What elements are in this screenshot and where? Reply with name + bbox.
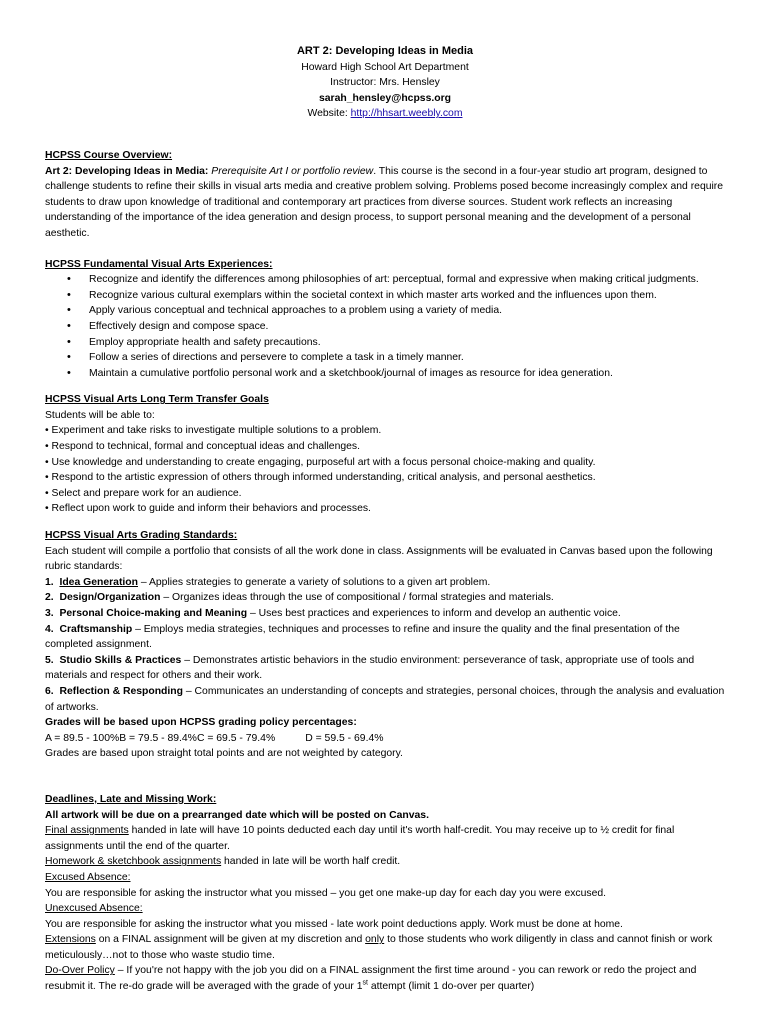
experiences-heading: HCPSS Fundamental Visual Arts Experiences: bbox=[45, 258, 273, 270]
grade-scale bbox=[45, 731, 725, 747]
goals-intro: Students will be able to: bbox=[45, 409, 155, 421]
rubric-number: 2. bbox=[45, 592, 54, 604]
redo-sup: st bbox=[362, 979, 368, 987]
list-item: • Follow a series of directions and persevere to complete a task in a timely manner. bbox=[67, 350, 725, 366]
rubric-item bbox=[45, 590, 725, 606]
rubric-term: Personal Choice-making and Meaning bbox=[59, 608, 248, 619]
grade-b: B = 79.5 - 89.4% bbox=[119, 732, 197, 744]
homework-policy bbox=[45, 854, 725, 870]
redo-text-2: attempt (limit 1 do-over per quarter) bbox=[367, 981, 535, 993]
extensions-only: only bbox=[365, 934, 385, 946]
header-block bbox=[45, 44, 725, 122]
website-line bbox=[45, 106, 725, 122]
instructor-name: Instructor: Mrs. Hensley bbox=[330, 77, 440, 89]
overview-text bbox=[45, 164, 725, 242]
goals-heading: HCPSS Visual Arts Long Term Transfer Goals bbox=[45, 394, 269, 406]
rubric-term: Design/Organization bbox=[59, 592, 161, 604]
instructor-email: sarah_hensley@hcpss.org bbox=[319, 92, 451, 104]
list-item: • Apply various conceptual and technical approaches to a problem using a variety of media. bbox=[67, 303, 725, 319]
extensions-label: Extensions bbox=[45, 934, 96, 946]
final-label: Final assignments bbox=[45, 825, 129, 837]
rubric-text: – Demonstrates artistic behaviors in the studio environment: perseverance of task, appropriate use of tools and materials and respect for others and their work. bbox=[45, 654, 695, 682]
goal-item: • Select and prepare work for an audience. bbox=[45, 487, 242, 499]
unexcused-text: You are responsible for asking the instructor what you missed - late work point deductions apply. Work must be done at home. bbox=[45, 918, 623, 930]
rubric-text: – Communicates an understanding of concepts and strategies, personal choices, through the analysis and evaluation of artworks. bbox=[45, 685, 725, 713]
website-label: Website: bbox=[307, 108, 351, 120]
overview-body: . This course is the second in a four-year studio art program, designed to challenge students to refine their skills in visual arts media and creative problem solving. Problems posed become increasingly complex and require students to draw upon knowledge of traditional and contemporary art practices from diverse sources. Student work reflects an increasing understanding of the importance of the idea generation and design process, to support personal meaning and the development of a personal aesthetic. bbox=[45, 165, 724, 239]
list-item: • Effectively design and compose space. bbox=[67, 319, 725, 335]
rubric-text: – Employs media strategies, techniques and processes to refine and insure the quality and the final presentation of the completed assignment. bbox=[45, 623, 680, 651]
rubric-item bbox=[45, 684, 725, 715]
rubric-item bbox=[45, 575, 725, 591]
rubric-term: Studio Skills & Practices bbox=[59, 654, 182, 666]
redo-label: Do-Over Policy bbox=[45, 965, 115, 977]
rubric-term: Reflection & Responding bbox=[59, 685, 183, 697]
goal-item: • Respond to the artistic expression of others through informed understanding, critical analysis, and personal aesthetics. bbox=[45, 472, 596, 484]
rubric-number: 4. bbox=[45, 623, 54, 635]
overview-course-name: Art 2: Developing Ideas in Media: bbox=[45, 165, 209, 177]
rubric-term: Idea Generation bbox=[59, 576, 138, 588]
homework-text: handed in late will be worth half credit. bbox=[221, 856, 401, 868]
grade-c: C = 69.5 - 79.4% bbox=[196, 732, 276, 744]
extensions-policy bbox=[45, 932, 725, 963]
rubric-item bbox=[45, 653, 725, 684]
rubric-number: 3. bbox=[45, 608, 54, 619]
rubric-item bbox=[45, 622, 725, 653]
redo-text: – If you're not happy with the job you did on a FINAL assignment the first time around - you can rework or redo the project and resubmit it. The re-do grade will be averaged with the grade of your 1 bbox=[45, 965, 697, 993]
rubric-text: – Uses best practices and experiences to inform and develop an authentic voice. bbox=[247, 608, 621, 619]
grade-d: D = 59.5 - 69.4% bbox=[305, 732, 384, 744]
homework-label: Homework & sketchbook assignments bbox=[45, 856, 222, 868]
rubric-text: – Applies strategies to generate a variety of solutions to a given art problem. bbox=[137, 576, 491, 588]
list-item: • Employ appropriate health and safety precautions. bbox=[67, 335, 725, 351]
overview-heading: HCPSS Course Overview: bbox=[45, 149, 173, 161]
experiences-list bbox=[45, 272, 725, 381]
rubric-term: Craftsmanship bbox=[59, 623, 133, 635]
school-name: Howard High School Art Department bbox=[301, 61, 469, 73]
goal-item: • Experiment and take risks to investigate multiple solutions to a problem. bbox=[45, 425, 382, 437]
syllabus-page bbox=[45, 44, 725, 995]
grading-policy: Grades will be based upon HCPSS grading policy percentages: bbox=[45, 717, 357, 729]
goal-item: • Reflect upon work to guide and inform their behaviors and processes. bbox=[45, 503, 371, 515]
grading-heading: HCPSS Visual Arts Grading Standards: bbox=[45, 530, 238, 542]
final-assignments-policy bbox=[45, 823, 725, 854]
extensions-text-2: to those students who work diligently in class and cannot finish or work meticulously…not to those who waste studio time. bbox=[45, 934, 713, 961]
overview-prereq: Prerequisite Art I or portfolio review bbox=[211, 165, 374, 177]
rubric-item bbox=[45, 606, 725, 622]
rubric-number: 1. bbox=[45, 576, 54, 588]
final-text: handed in late will have 10 points deducted each day until it's worth half-credit. You may receive up to ½ credit for final assignments until the end of the quarter. bbox=[45, 825, 675, 852]
goal-item: • Use knowledge and understanding to create engaging, purposeful art with a focus personal choice-making and quality. bbox=[45, 456, 596, 468]
list-item: • Recognize and identify the differences among philosophies of art: perceptual, formal and expressive when making critical judgments. bbox=[67, 272, 725, 288]
grading-intro: Each student will compile a portfolio that consists of all the work done in class. Assignments will be evaluated in Canvas based upon the following rubric standards: bbox=[45, 545, 713, 573]
rubric-text: – Organizes ideas through the use of compositional / formal strategies and materials. bbox=[160, 592, 554, 604]
unexcused-label: Unexcused Absence: bbox=[45, 903, 143, 915]
excused-text: You are responsible for asking the instructor what you missed – you get one make-up day for each day you were excused. bbox=[45, 887, 607, 899]
goal-item: • Respond to technical, formal and conceptual ideas and challenges. bbox=[45, 441, 360, 453]
rubric-number: 5. bbox=[45, 654, 54, 666]
grade-a: A = 89.5 - 100% bbox=[45, 732, 120, 744]
website-link[interactable]: http://hhsart.weebly.com bbox=[350, 108, 463, 120]
grading-note: Grades are based upon straight total points and are not weighted by category. bbox=[45, 748, 403, 760]
redo-policy bbox=[45, 963, 725, 994]
deadlines-due: All artwork will be due on a prearranged date which will be posted on Canvas. bbox=[45, 809, 429, 821]
rubric-number: 6. bbox=[45, 685, 54, 697]
course-title: ART 2: Developing Ideas in Media bbox=[296, 45, 474, 57]
list-item: • Recognize various cultural exemplars within the societal context in which master arts worked and the influences upon them. bbox=[67, 288, 725, 304]
extensions-text: on a FINAL assignment will be given at my discretion and bbox=[95, 934, 366, 946]
list-item: • Maintain a cumulative portfolio personal work and a sketchbook/journal of images as resource for idea generation. bbox=[67, 366, 725, 382]
excused-label: Excused Absence: bbox=[45, 871, 131, 883]
deadlines-heading: Deadlines, Late and Missing Work: bbox=[45, 793, 217, 805]
